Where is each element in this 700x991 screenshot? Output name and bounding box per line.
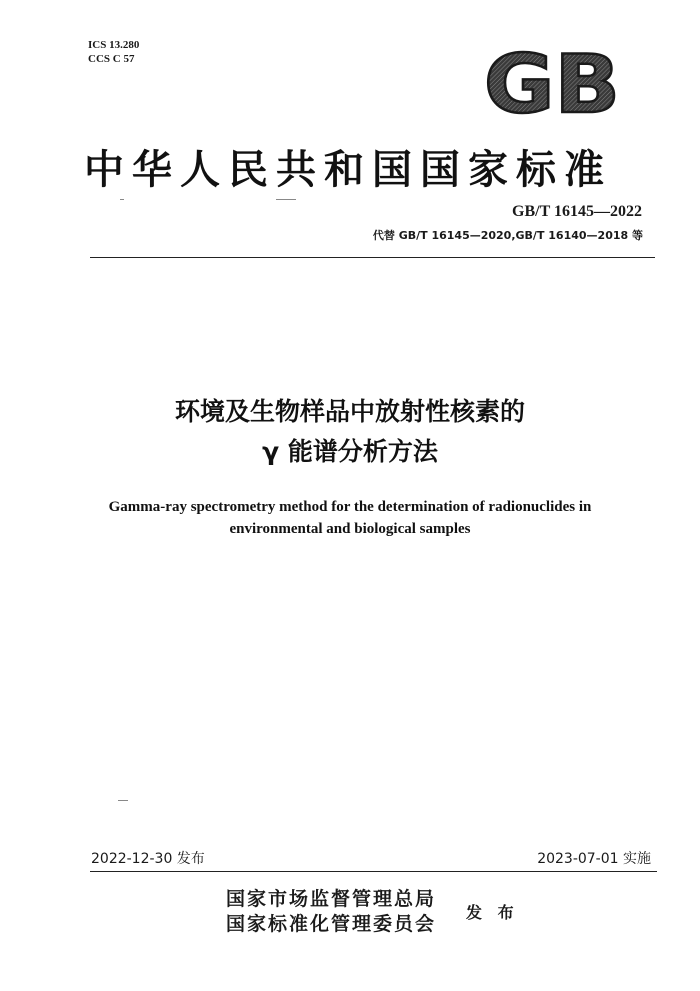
issue-date: 2022-12-30 发布 bbox=[91, 851, 205, 867]
ics-code: ICS 13.280 bbox=[88, 39, 140, 51]
document-title-en-line2: environmental and biological samples bbox=[229, 521, 471, 537]
document-title-en-line1: Gamma-ray spectrometry method for the determination of radionuclides in bbox=[108, 499, 592, 515]
classification-codes bbox=[88, 38, 139, 66]
replaces-note: 代替 GB/T 16145—2020,GB/T 16140—2018 等 bbox=[372, 229, 643, 242]
issuer-samr: 国家市场监督管理总局 bbox=[226, 888, 437, 910]
header-rule bbox=[90, 257, 655, 258]
gb-logo bbox=[482, 50, 622, 120]
ccs-code: CCS C 57 bbox=[88, 53, 135, 65]
issue-word: 发 布 bbox=[466, 903, 519, 922]
scan-speck bbox=[276, 199, 296, 200]
document-title-cn bbox=[0, 392, 700, 472]
footer-rule bbox=[90, 871, 657, 872]
issuer-sac: 国家标准化管理委员会 bbox=[226, 913, 437, 935]
gb-logo-text: GB bbox=[484, 50, 620, 120]
document-title-cn-line1: 环境及生物样品中放射性核素的 bbox=[174, 397, 525, 426]
scan-speck bbox=[120, 199, 124, 200]
scan-speck bbox=[118, 800, 128, 801]
issuing-authorities bbox=[226, 887, 436, 937]
standard-title: 中华人民共和国国家标准 bbox=[84, 146, 612, 193]
document-title-cn-line2: γ 能谱分析方法 bbox=[262, 437, 438, 466]
document-title-en bbox=[0, 496, 700, 540]
implementation-date: 2023-07-01 实施 bbox=[537, 851, 651, 867]
standard-number: GB/T 16145—2022 bbox=[512, 203, 642, 220]
